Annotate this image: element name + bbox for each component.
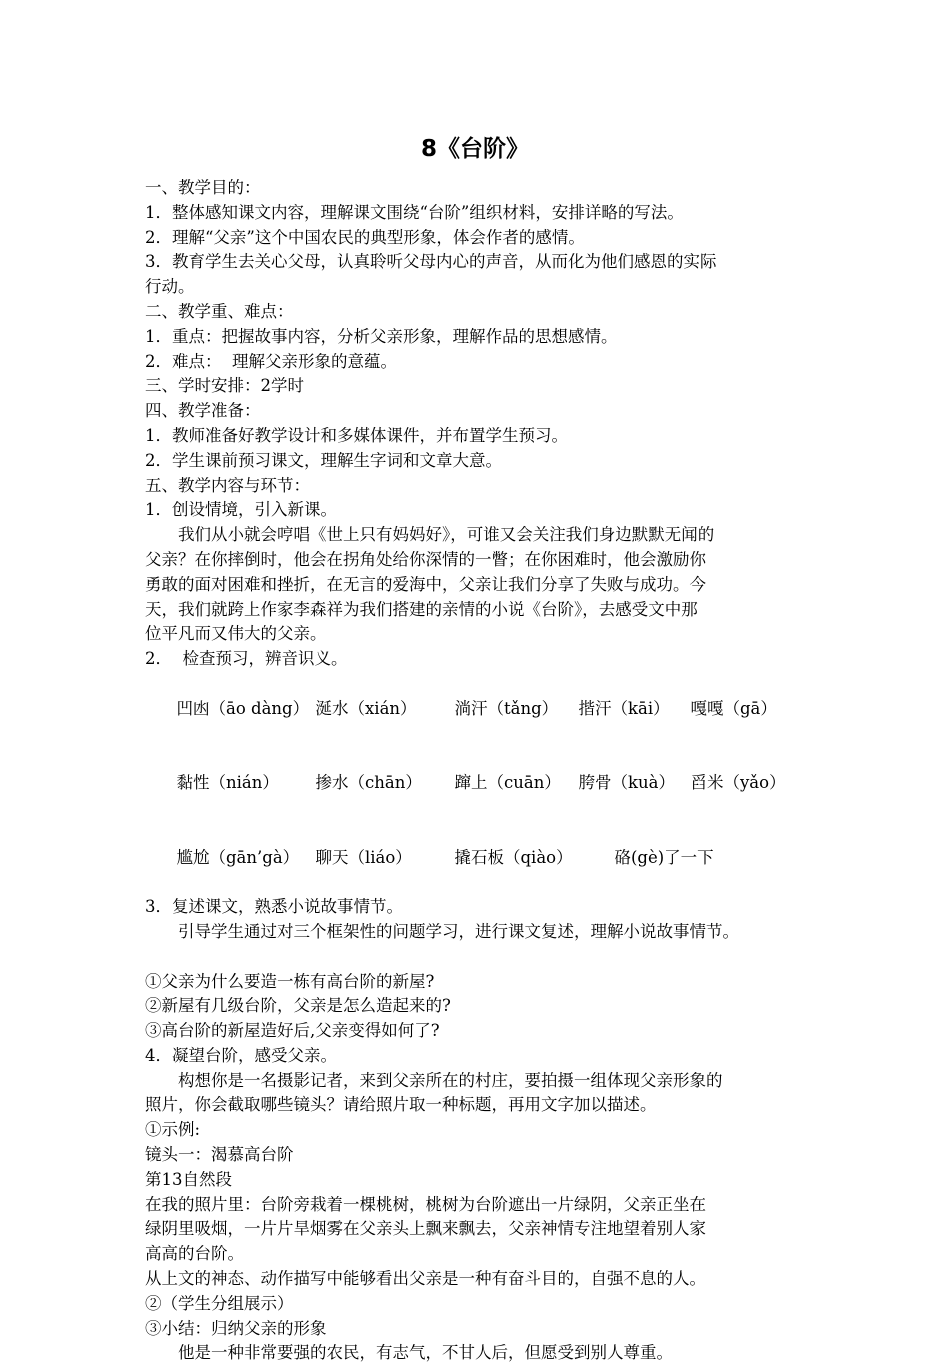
intro-paragraph-line: 我们从小就会哼唱《世上只有妈妈好》，可谁又会关注我们身边默默无闻的 (178, 525, 715, 545)
step-heading: 4．凝望台阶，感受父亲。 (145, 1045, 337, 1065)
intro-paragraph-line: 勇敢的面对困难和挫折，在无言的爱海中，父亲让我们分享了失败与成功。今 (145, 574, 706, 594)
objective-item-continued: 行动。 (145, 277, 195, 297)
section-heading-key-points: 二、教学重、难点： (145, 301, 294, 321)
objective-item: 2．理解“父亲”这个中国农民的典型形象，体会作者的感情。 (145, 227, 585, 247)
example-line: 镜头一：渴慕高台阶 (145, 1145, 294, 1165)
vocab-row (145, 672, 835, 746)
example-line: 第13自然段 (145, 1169, 232, 1189)
retell-paragraph: 引导学生通过对三个框架性的问题学习，进行课文复述，理解小说故事情节。 (178, 921, 739, 941)
example-line: 绿阴里吸烟，一片片旱烟雾在父亲头上飘来飘去，父亲神情专注地望着别人家 (145, 1219, 706, 1239)
task-paragraph-line: 照片，你会截取哪些镜头？请给照片取一种标题，再用文字加以描述。 (145, 1095, 657, 1115)
example-line: ①示例: (145, 1120, 201, 1140)
step-heading: 2． 检查预习，辨音识义。 (145, 649, 348, 669)
vocab-item: 舀米（yǎo） (690, 773, 786, 793)
vocab-item: 揩汗（kāi） (578, 698, 670, 718)
key-point-item: 1．重点：把握故事内容，分析父亲形象，理解作品的思想感情。 (145, 326, 618, 346)
intro-paragraph-line: 父亲？在你摔倒时，他会在拐角处给你深情的一瞥；在你困难时，他会激励你 (145, 549, 706, 569)
vocab-item: 尴尬（gān’gà） (176, 847, 300, 867)
preparation-item: 1．教师准备好教学设计和多媒体课件，并布置学生预习。 (145, 425, 568, 445)
step-heading: 1．创设情境，引入新课。 (145, 500, 337, 520)
vocab-item: 凹凼（āo dàng） (176, 698, 310, 718)
example-line: ②（学生分组展示） (145, 1293, 294, 1313)
section-heading-content: 五、教学内容与环节： (145, 475, 310, 495)
vocab-item: 聊天（liáo） (315, 847, 412, 867)
blank-line (145, 945, 835, 970)
vocab-item: 蹿上（cuān） (454, 773, 561, 793)
example-line: 从上文的神态、动作描写中能够看出父亲是一种有奋斗目的，自强不息的人。 (145, 1269, 706, 1289)
section-heading-schedule: 三、学时安排：2学时 (145, 376, 304, 396)
key-point-item: 2．难点： 理解父亲形象的意蕴。 (145, 351, 397, 371)
question-item: ③高台阶的新屋造好后,父亲变得如何了? (145, 1021, 440, 1041)
example-line: 在我的照片里：台阶旁栽着一棵桃树，桃树为台阶遮出一片绿阴，父亲正坐在 (145, 1194, 706, 1214)
vocab-item: 嘎嘎（gā） (690, 698, 777, 718)
vocab-item: 掺水（chān） (315, 773, 422, 793)
example-line: 高高的台阶。 (145, 1244, 244, 1264)
preparation-item: 2．学生课前预习课文，理解生字词和文章大意。 (145, 450, 502, 470)
intro-paragraph-line: 天，我们就跨上作家李森祥为我们搭建的亲情的小说《台阶》，去感受文中那 (145, 599, 698, 619)
question-item: ②新屋有几级台阶，父亲是怎么造起来的? (145, 996, 451, 1016)
question-item: ①父亲为什么要造一栋有高台阶的新屋? (145, 971, 435, 991)
closing-paragraph: 他是一种非常要强的农民，有志气，不甘人后，但愿受到别人尊重。 (178, 1343, 673, 1363)
vocab-item: 涎水（xián） (315, 698, 417, 718)
section-heading-preparation: 四、教学准备： (145, 401, 261, 421)
vocab-item: 黏性（nián） (176, 773, 279, 793)
vocab-item: 硌(gè)了一下 (614, 847, 714, 867)
task-paragraph-line: 构想你是一名摄影记者，来到父亲所在的村庄，要拍摄一组体现父亲形象的 (178, 1070, 723, 1090)
vocab-item: 撬石板（qiào） (454, 847, 573, 867)
vocab-row (145, 746, 835, 820)
vocab-item: 胯骨（kuà） (578, 773, 675, 793)
step-heading: 3．复述课文，熟悉小说故事情节。 (145, 897, 403, 917)
objective-item: 3．教育学生去关心父母，认真聆听父母内心的声音，从而化为他们感恩的实际 (145, 252, 717, 272)
objective-item: 1．整体感知课文内容，理解课文围绕“台阶”组织材料，安排详略的写法。 (145, 202, 684, 222)
document-body (145, 176, 835, 1366)
vocab-item: 淌汗（tǎng） (454, 698, 559, 718)
example-line: ③小结：归纳父亲的形象 (145, 1318, 327, 1338)
intro-paragraph-line: 位平凡而又伟大的父亲。 (145, 624, 327, 644)
section-heading-objectives: 一、教学目的： (145, 178, 261, 197)
page-title: 8《台阶》 (420, 136, 529, 162)
vocab-row (145, 821, 835, 895)
